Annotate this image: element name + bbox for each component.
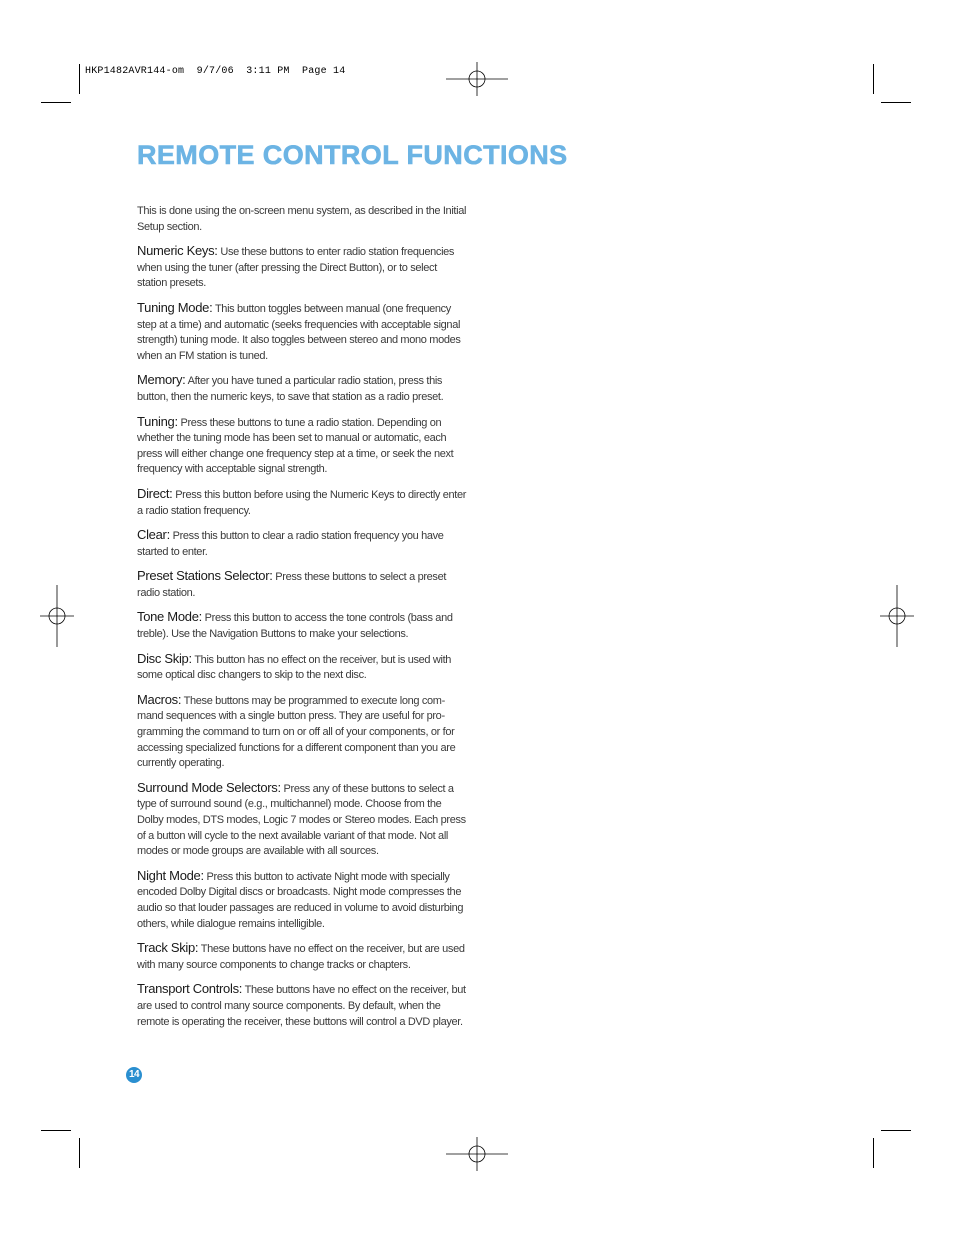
entry-tuning [137, 414, 467, 478]
print-slug: HKP1482AVR144-om 9/7/06 3:11 PM Page 14 [85, 66, 346, 77]
entry-term: Tuning: [137, 413, 178, 429]
entry-disc-skip [137, 651, 467, 684]
body-column [137, 204, 467, 1038]
entry-direct [137, 486, 467, 519]
entry-transport-controls [137, 981, 467, 1030]
entry-term: Clear: [137, 527, 170, 543]
entry-night-mode [137, 868, 467, 932]
crop-mark-top-right-h [881, 102, 911, 103]
entry-clear [137, 527, 467, 560]
registration-mark-left [40, 585, 74, 647]
registration-mark-top [446, 62, 508, 96]
crop-mark-top-left-h [41, 102, 71, 103]
entry-text: Press this button to activate Night mode with specially encoded Dolby Digital discs or broadcasts. Night mode compresses the audio so that louder passages are reduced in volume to avoid disturbing others, while dialogue remains intelligible. [137, 870, 464, 930]
page-number-badge: 14 [126, 1067, 142, 1083]
crop-mark-bottom-right-v [873, 1138, 874, 1168]
entry-text: These buttons have no effect on the receiver, but are used with many source components to change tracks or chapters. [137, 943, 465, 971]
entry-text: These buttons may be programmed to execute long com-mand sequences with a single button press. They are useful for pro-gramming the command to turn on or off all of your components, or for accessing specialized functions for a different component than you are currently operating. [137, 694, 456, 770]
entry-term: Numeric Keys: [137, 243, 218, 259]
entry-text: Press any of these buttons to select a type of surround sound (e.g., multichannel) mode. Choose from the Dolby modes, DTS modes, Logic 7 modes or Stereo modes. Each press of a button will cycle to the next available variant of that mode. Not all modes or mode groups are available with all sources. [137, 782, 466, 858]
entry-text: Press these buttons to select a preset radio station. [137, 571, 447, 599]
entry-term: Tuning Mode: [137, 299, 213, 315]
intro-paragraph: This is done using the on-screen menu system, as described in the Initial Setup section. [137, 205, 467, 233]
entry-text: This button toggles between manual (one frequency step at a time) and automatic (seeks frequencies with acceptable signal strength) tuning mode. It also toggles between stereo and mono modes when an FM station is tuned. [137, 302, 461, 362]
entry-term: Memory: [137, 372, 186, 388]
entry-term: Disc Skip: [137, 650, 192, 666]
registration-mark-bottom [446, 1137, 508, 1171]
crop-mark-top-left-v [79, 64, 80, 94]
entry-term: Night Mode: [137, 867, 204, 883]
entry-term: Macros: [137, 691, 182, 707]
entry-surround-mode-selectors [137, 780, 467, 860]
entry-text: Press these buttons to tune a radio station. Depending on whether the tuning mode has been set to manual or automatic, each press will either change one frequency step at a time, or seek the next frequency with acceptable signal strength. [137, 416, 454, 476]
entry-term: Track Skip: [137, 940, 199, 956]
entry-term: Tone Mode: [137, 609, 202, 625]
entry-term: Surround Mode Selectors: [137, 779, 281, 795]
entry-term: Transport Controls: [137, 981, 243, 997]
entry-text: Press this button before using the Numeric Keys to directly enter a radio station frequency. [137, 488, 467, 517]
entry-numeric-keys [137, 243, 467, 292]
entry-term: Direct: [137, 485, 173, 501]
entry-tone-mode [137, 609, 467, 642]
registration-mark-right [880, 585, 914, 647]
crop-mark-bottom-left-v [79, 1138, 80, 1168]
entry-text: This button has no effect on the receiver, but is used with some optical disc changers to skip to the next disc. [137, 653, 452, 682]
entry-text: Use these buttons to enter radio station frequencies when using the tuner (after pressing the Direct Button), or to select station presets. [137, 246, 455, 290]
entry-macros [137, 692, 467, 772]
entry-text: Press this button to clear a radio station frequency you have started to enter. [137, 530, 444, 558]
crop-mark-bottom-right-h [881, 1130, 911, 1131]
entry-memory [137, 372, 467, 405]
entry-term: Preset Stations Selector: [137, 568, 273, 584]
page-title: REMOTE CONTROL FUNCTIONS [137, 140, 568, 170]
crop-mark-top-right-v [873, 64, 874, 94]
entry-text: Press this button to access the tone controls (bass and treble). Use the Navigation Buttons to make your selections. [137, 612, 453, 641]
crop-mark-bottom-left-h [41, 1130, 71, 1131]
entry-text: These buttons have no effect on the receiver, but are used to control many source components. By default, when the remote is operating the receiver, these buttons will control a DVD player. [137, 984, 466, 1028]
entry-tuning-mode [137, 300, 467, 364]
entry-text: After you have tuned a particular radio station, press this button, then the numeric keys, to save that station as a radio preset. [137, 375, 444, 403]
entry-track-skip [137, 940, 467, 973]
entry-preset-stations-selector [137, 568, 467, 601]
